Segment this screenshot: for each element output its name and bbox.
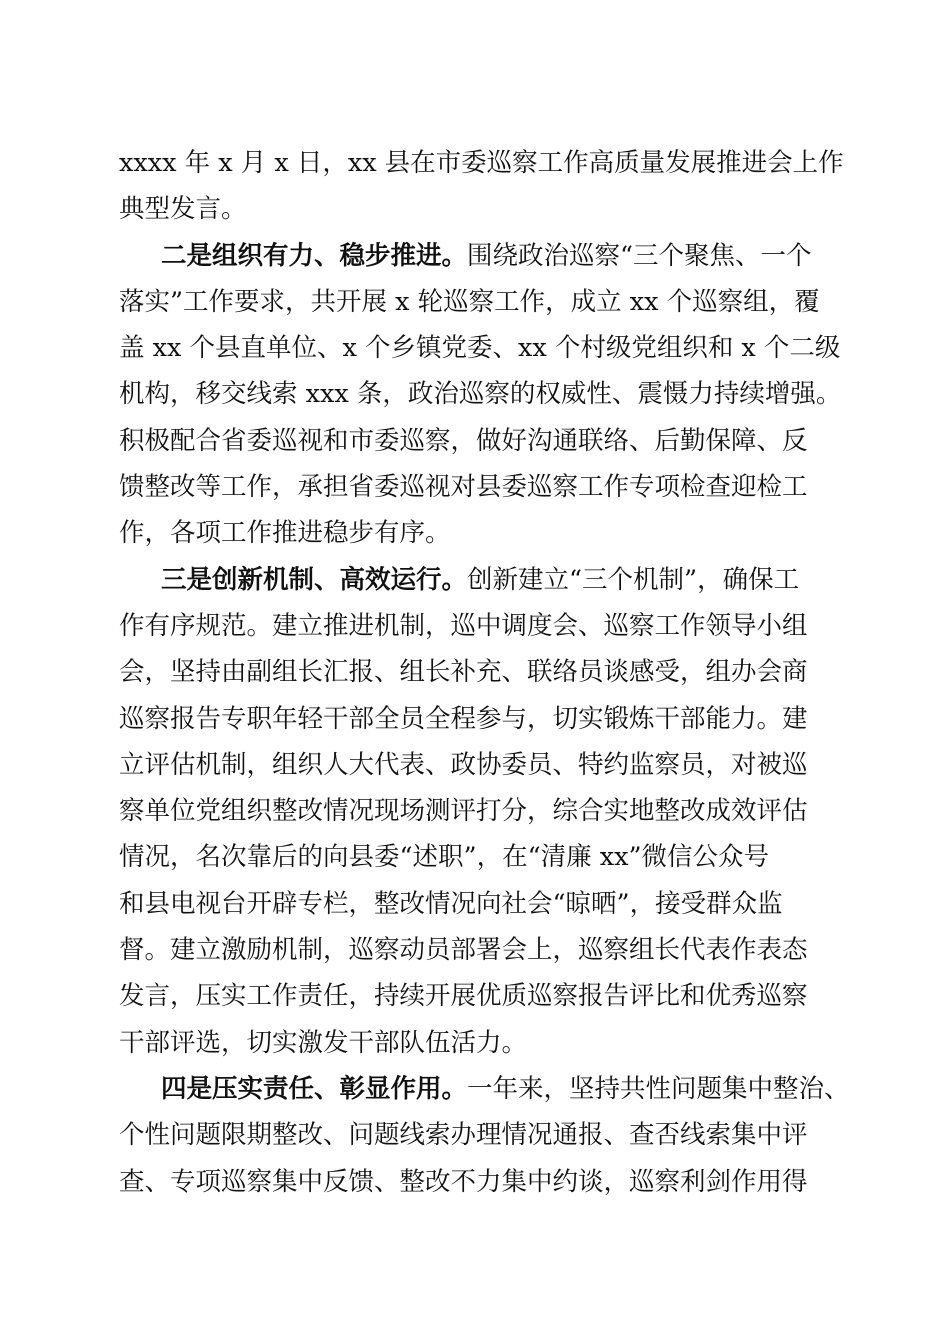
paragraph-lead: 三是创新机制、高效运行。 [161, 564, 468, 595]
paragraph-lead: 四是压实责任、彰显作用。 [161, 1073, 468, 1104]
paragraph-2 [119, 233, 842, 557]
text-line: 会，坚持由副组长汇报、组长补充、联络员谈感受，组办会商 [119, 657, 808, 688]
text-line: 落实”工作要求，共开展 x 轮巡察工作，成立 xx 个巡察组，覆 [119, 286, 820, 317]
paragraph-1 [119, 140, 844, 233]
text-run: 一年来，坚持共性问题集中整治、 [467, 1073, 850, 1104]
text-line: 和县电视台开辟专栏，整改情况向社会“晾晒”，接受群众监 [119, 888, 783, 919]
text-run: 围绕政治巡察“三个聚焦、一个 [467, 240, 812, 271]
text-line: 积极配合省委巡视和市委巡察，做好沟通联络、后勤保障、反 [119, 425, 808, 456]
text-line: 馈整改等工作，承担省委巡视对县委巡察工作专项检查迎检工 [119, 472, 808, 503]
text-line: 察单位党组织整改情况现场测评打分，综合实地整改成效评估 [119, 796, 808, 827]
text-line: 查、专项巡察集中反馈、整改不力集中约谈，巡察利剑作用得 [119, 1166, 808, 1197]
text-line: 典型发言。 [119, 194, 247, 225]
text-line: 情况，名次靠后的向县委“述职”，在“清廉 xx”微信公众号 [119, 842, 770, 873]
paragraph-3 [119, 557, 839, 1066]
first-line [119, 557, 839, 603]
text-line: 巡察报告专职年轻干部全员全程参与，切实锻炼干部能力。建 [119, 703, 808, 734]
text-line: 盖 xx 个县直单位、x 个乡镇党委、xx 个村级党组织和 x 个二级 [119, 333, 841, 364]
text-line: xxxx 年 x 月 x 日，xx 县在市委巡察工作高质量发展推进会上作 [119, 148, 844, 178]
text-line: 立评估机制，组织人大代表、政协委员、特约监察员，对被巡 [119, 749, 808, 780]
body-text [119, 140, 850, 1205]
text-line: 作有序规范。建立推进机制，巡中调度会、巡察工作领导小组 [119, 610, 808, 641]
first-line [119, 233, 839, 279]
paragraph-lead: 二是组织有力、稳步推进。 [161, 240, 468, 271]
text-line: 干部评选，切实激发干部队伍活力。 [119, 1027, 528, 1058]
text-line: 机构，移交线索 xxx 条，政治巡察的权威性、震慑力持续增强。 [119, 379, 842, 410]
paragraph-4 [119, 1066, 850, 1205]
text-line: 发言，压实工作责任，持续开展优质巡察报告评比和优秀巡察 [119, 981, 808, 1012]
first-line [119, 1066, 850, 1112]
text-run: 创新建立“三个机制”，确保工 [467, 564, 800, 595]
text-line: 作，各项工作推进稳步有序。 [119, 518, 451, 549]
text-line: 督。建立激励机制，巡察动员部署会上，巡察组长代表作表态 [119, 935, 808, 966]
text-line: 个性问题限期整改、问题线索办理情况通报、查否线索集中评 [119, 1120, 808, 1151]
